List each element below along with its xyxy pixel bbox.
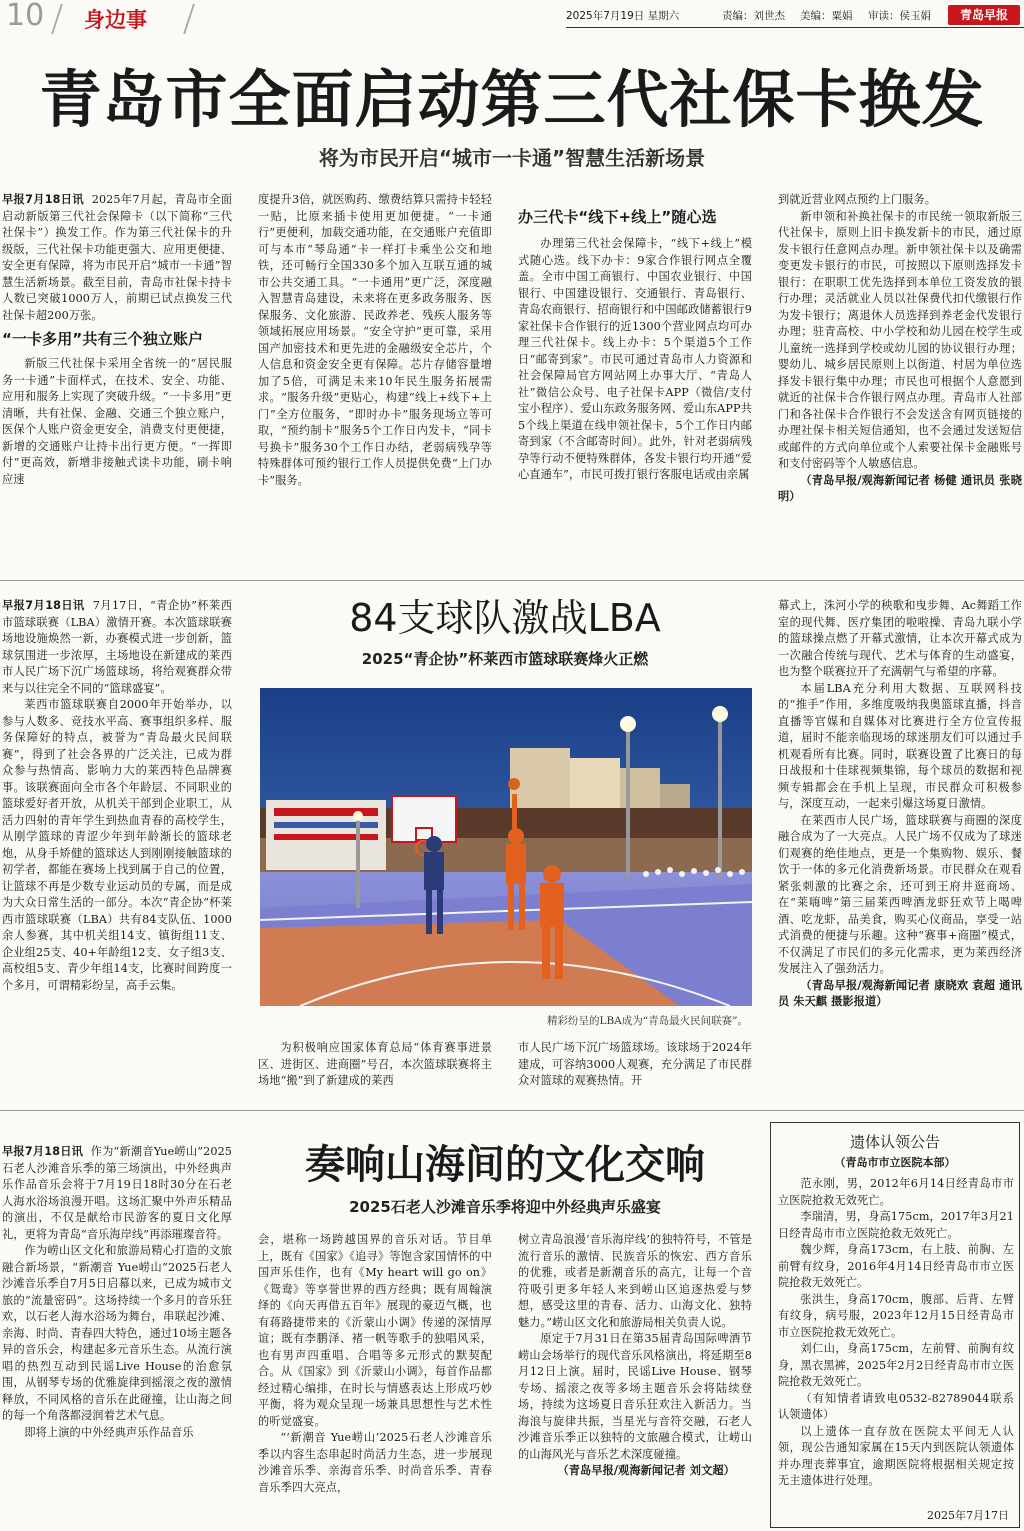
notice-body — [778, 1176, 1014, 1506]
story2-p3: 为积极响应国家体育总局“体育赛事进景区、进街区、进商圈”号召，本次篮球联赛将主场地“搬”到了新建成的莱西 — [258, 1041, 492, 1087]
story3-p6: 树立青岛浪漫‘音乐海岸线’的独特符号，不管是流行音乐的激情、民族音乐的恢宏、西方音乐的优雅，或者是新潮音乐的高亢，让每一个音符吸引更多年轻人来到崂山区追逐热爱与梦想，感受这里的青春、活力、山海文化、独特魅力。”崂山区文化和旅游局相关负责人说。 — [518, 1233, 752, 1329]
story1-credit: （青岛早报/观海新闻记者 杨健 通讯员 张晓明） — [778, 473, 1022, 503]
story1-p2: 新版三代社保卡采用全省统一的“居民服务一卡通”卡面样式，在技术、安全、功能、应用和服务上实现了突破升级。“一卡多用”更清晰，共有社保、金融、交通三个独立账户，医保个人账户资金更安全，消费支付更便捷，新增的交通账户让持卡出行更方便。“一挥即付”更高效，新增非接触式读卡功能，刷卡响应速 — [2, 357, 232, 486]
divider-2 — [0, 1110, 1024, 1111]
story2-p1: 7月17日，“青企协”杯莱西市篮球联赛（LBA）激情开赛。本次篮球联赛场地设施焕然一新，办赛模式进一步创新，篮球氛围进一步浓厚，主场地设在新建成的莱西市人民广场下沉广场篮球场，将给观赛群众带来与以往完全不同的“篮球盛宴”。 — [2, 599, 232, 695]
brand-logo: 青岛早报 — [948, 5, 1020, 25]
story1-col2 — [258, 192, 492, 548]
story3-p2: 作为崂山区文化和旅游局精心打造的文旅融合新场景，“新潮音 Yue崂山”2025石老人沙滩音乐季自7月5日启幕以来，已成为城市文旅的“流量密码”。这场持续一个多月的音乐狂欢，以石老人海水浴场为舞台，串联起沙滩、亲海、时尚、青春四大特色，通过10场主题各异的音乐会，构建起多元音乐生态。从流行演唱的热烈互动到民谣Live House的治愈氛围，从钢琴专场的优雅旋律到摇滚之夜的激情释放，不同风格的音乐在此碰撞，让山海之间的每一个角落都浸润着艺术气息。 — [2, 1244, 232, 1422]
notice-contact: （有知情者请致电0532-82789044联系认领遗体） — [778, 1391, 1014, 1421]
notice-item-4: 张洪生，身高170cm，腹部、后背、左臂有纹身，病号服，2023年12月15日经青岛市市立医院抢救无效死亡。 — [778, 1292, 1014, 1339]
story2-col2 — [258, 1040, 492, 1090]
story2-p6: 本届LBA充分利用大数据、互联网科技的“推手”作用，多维度吸纳我奥篮球直播，抖音直播等官媒和自媒体对比赛进行全方位宣传报道，届时不能亲临现场的球迷朋友们可以通过手机观看所有比赛。同时，联赛设置了比赛日的每日战报和十佳球视频集锦，每个球员的数据和视频专辑都会在手机上呈现，市民群众可积极参与，深度互动，一起来引爆这场夏日激情。 — [778, 681, 1022, 810]
basketball-scene-image — [260, 688, 752, 1006]
photo-caption: 精彩纷呈的LBA成为“青岛最火民间联赛”。 — [546, 1015, 748, 1027]
story1-p4: 办理第三代社会保障卡，“线下+线上”模式随心选。线下办卡：9家合作银行网点全覆盖。全市中国工商银行、中国农业银行、中国银行、中国建设银行、交通银行、青岛银行、青岛农商银行、招商银行和中国邮政储蓄银行9家社保卡合作银行的近1300个营业网点均可办理三代社保卡。线上办卡：5个渠道5个工作日“邮寄到家”。市民可通过青岛市人力资源和社会保障局官方网站网上办事大厅、“青岛人社”微信公众号、电子社保卡APP（微信/支付宝小程序）、爱山东政务服务网、爱山东APP共5个线上渠道在线申领社保卡，5个工作日内邮寄到家（不含邮寄时间）。此外，针对老弱病残孕等行动不便特殊群体，各发卡银行均开通“爱心直通车”，市民可拨打银行客服电话或由亲属 — [518, 237, 752, 481]
story1-lead: 早报7月18日讯 — [2, 193, 84, 206]
story1-col1 — [2, 192, 232, 548]
headline-1: 青岛市全面启动第三代社保卡换发 — [39, 63, 985, 136]
story2-credit: （青岛早报/观海新闻记者 康晓欢 袁超 通讯员 朱天麒 摄影报道） — [778, 978, 1022, 1008]
story2-col3 — [518, 1040, 752, 1090]
header-slash-2 — [183, 4, 195, 34]
subhead-3: 2025石老人沙滩音乐季将迎中外经典声乐盛宴 — [349, 1198, 661, 1216]
page-number: 10 — [6, 0, 45, 33]
basketball-photo — [260, 688, 752, 1006]
story1-col4 — [778, 192, 1022, 548]
notice-item-1: 范永刚，男，2012年6月14日经青岛市市立医院抢救无效死亡。 — [778, 1177, 1014, 1207]
notice-item-5: 刘仁山，身高175cm，左前臂、前胸有纹身，黑衣黑裤，2025年2月2日经青岛市市立医院抢救无效死亡。 — [778, 1342, 1014, 1388]
story2-p7: 在莱西市人民广场，篮球联赛与商圈的深度融合成为了一大亮点。人民广场不仅成为了球迷们观赛的绝佳地点，更是一个集购物、娱乐、餐饮于一体的多元化消费新场景。市民群众在观看紧张刺激的比赛之余，还可到王府井逛商场、在“莱嗨啤”第三届莱西啤酒龙虾狂欢节上喝啤酒、吃龙虾，品美食，购买心仪商品，享受一站式消费的便捷与乐趣。这种“赛事+商圈”模式，不仅满足了市民们的多元化需求，更为莱西经济发展注入了强劲活力。 — [778, 813, 1022, 975]
story3-p7: 原定于7月31日在第35届青岛国际啤酒节崂山会场举行的现代音乐风格演出，将延期至8月12日上演。届时，民谣Live House、钢琴专场、摇滚之夜等多场主题音乐会将陆续登场，持续为这场夏日音乐狂欢注入新活力。当海浪与旋律共振，当星光与音符交融，石老人沙滩音乐季正以独特的文旅融合模式，让崂山的山海风光与音乐艺术深度碰撞。 — [518, 1332, 752, 1461]
divider-1 — [0, 580, 1024, 581]
headline-3: 奏响山海间的文化交响 — [305, 1142, 705, 1188]
story1-p5: 到就近营业网点预约上门服务。 — [778, 193, 937, 206]
notice-title: 遗体认领公告 — [849, 1133, 940, 1151]
story1-subtitle-1: “一卡多用”共有三个独立账户 — [2, 330, 204, 348]
story2-col1 — [2, 598, 232, 1092]
story2-lead: 早报7月18日讯 — [2, 599, 85, 612]
subhead-1: 将为市民开启“城市一卡通”智慧生活新场景 — [318, 146, 706, 170]
header-slash — [51, 4, 63, 34]
subhead-2: 2025“青企协”杯莱西市篮球联赛烽火正燃 — [361, 650, 649, 668]
notice-box — [770, 1122, 1020, 1528]
story2-p2: 莱西市篮球联赛自2000年开始举办，以参与人数多、竞技水平高、赛事组织多样、服务保障好的特点，被誉为“青岛最火民间联赛”，得到了社会各界的广泛关注，已成为群众参与热情高、影响力大的莱西特色品牌赛事。该联赛面向全市各个年龄层、不同职业的篮球爱好者开放，从机关干部到企业职工，从活力四射的青年学生到热血青春的高校学生，从刚学篮球的青涩少年到年龄渐长的篮球老炮，从身手矫健的篮球达人到刚刚接触篮球的初学者，都能在赛场上找到属于自己的位置，让篮球不再是少数专业运动员的专属，而是成为大众日常生活的一部分。本次“青企协”杯莱西市篮球联赛（LBA）共有84支队伍、1000余人参赛，其中机关组14支、镇街组11支、企业组25支、40+年龄组12支、女子组3支、高校组5支、青少年组14支，比赛时间跨度一个多月，可谓精彩纷呈，高手云集。 — [2, 698, 232, 992]
story1-p6: 新申领和补换社保卡的市民统一领取新版三代社保卡，原则上旧卡换发新卡的市民，通过原发卡银行任意网点办理。新申领社保卡以及确需变更发卡银行的市民，可按照以下原则选择发卡银行：在职职工优先选择到本单位工资发放的银行办理；灵活就业人员以社保费代扣代缴银行作为发卡银行；离退休人员选择到养老金代发银行办理；驻青高校、中小学校和幼儿园在校学生或儿童统一选择到学校或幼儿园的协议银行办理；婴幼儿、城乡居民原则上以街道、村居为单位选择发卡银行集中办理；市民也可根据个人意愿到就近的社保卡合作银行网点办理。青岛市人社部门和各社保卡合作银行不会发送含有网页链接的办理社保卡相关短信通知，也不会通过发送短信或邮件的方式向单位或个人索要社保卡金融账号和支付密码等个人敏感信息。 — [778, 209, 1022, 470]
story3-p3: 即将上演的中外经典声乐作品音乐 — [24, 1425, 194, 1439]
story2-p5: 幕式上，洙河小学的秧歌和曳步舞、Ac舞蹈工作室的现代舞、医疗集团的啦啦操、青岛九联小学的篮球操点燃了开幕式激情，让本次开幕式成为一次融合传统与现代、艺术与体育的生动盛宴，也为整个联赛拉开了充满朝气与希望的序幕。 — [778, 599, 1022, 678]
header-designer: 美编：粟娟 — [800, 10, 853, 22]
story3-col1 — [2, 1144, 232, 1530]
story3-col2 — [258, 1232, 492, 1530]
notice-item-2: 李瑞清，男，身高175cm，2017年3月21日经青岛市市立医院抢救无效死亡。 — [778, 1210, 1014, 1240]
story3-col3 — [518, 1232, 752, 1530]
story1-p1: 2025年7月起，青岛市全面启动新版第三代社会保障卡（以下简称“三代社保卡”）换发工作。作为第三代社保卡的升级版，三代社保卡功能更强大、应用更便捷、安全更有保障，将为市民开启“城市一卡通”智慧生活新场景。截至目前，青岛市社保卡持卡人数已突破1000万人，前期已试点换发三代社保卡超200万张。 — [2, 193, 232, 322]
story1-col3 — [518, 192, 752, 548]
story1-p3: 度提升3倍，就医购药、缴费结算只需持卡轻轻一贴，比原来插卡使用更加便捷。“一卡通行”更便利，加载交通功能，在交通账户充值即可与本市“琴岛通”卡一样打卡乘坐公交和地铁，还可畅行全国330多个加入互联互通的城市公共交通工具。“一卡通用”更广泛，深度融入智慧青岛建设，未来将在更多政务服务、医保服务、文化旅游、民政养老、残疾人服务等领域拓展应用场景。“安全守护”更可靠，采用国产加密技术和更先进的金融级安全芯片，个人信息和资金安全更有保障。芯片存储容量增加了5倍，可满足未来10年民生服务拓展需求。“服务升级”更贴心，构建“线上+线下+上门”全方位服务，“即时办卡”服务现场立等可取，“预约制卡”服务5个工作日内发卡，“同卡号换卡”服务30个工作日办结，老弱病残孕等特殊群体可预约银行工作人员提供免费“上门办卡”服务。 — [258, 193, 492, 487]
story3-p5: “‘新潮音 Yue崂山’2025石老人沙滩音乐季以内容生态串起时尚活力生态，进一步展现沙滩音乐季、亲海音乐季、时尚音乐季、青春音乐季四大亮点， — [258, 1431, 492, 1494]
story3-p4: 会，堪称一场跨越国界的音乐对话。节目单上，既有《国家》《追寻》等饱含家国情怀的中国声乐佳作，也有《My heart will go on》《鸳鸯》等享誉世界的西方经典；既有周翰演绎的《向天再借五百年》展现的豪迈气概，也有蒋路捷带来的《沂蒙山小调》传递的深情厚谊；既有李鹏泽、褚一帆等歌手的独唱风采，也有男声四重唱、合唱等多元形式的默契配合。从《国家》到《沂蒙山小调》，每首作品都经过精心编排，在时长与情感表达上形成巧妙平衡，将为观众呈现一场兼具思想性与艺术性的听觉盛宴。 — [258, 1233, 492, 1428]
story1-subtitle-2: 办三代卡“线下+线上”随心选 — [518, 208, 717, 226]
notice-date: 2025年7月17日 — [927, 1509, 1009, 1522]
notice-issuer: （青岛市市立医院本部） — [834, 1156, 956, 1169]
story3-lead: 早报7月18日讯 — [2, 1145, 84, 1158]
headline-2: 84支球队激战LBA — [349, 596, 661, 640]
header-rule — [566, 27, 1024, 28]
notice-statement: 以上遗体一直存放在医院太平间无人认领，现公告通知家属在15天内到医院认领遗体并办理丧葬事宜，逾期医院将根据相关规定按无主遗体进行处理。 — [778, 1424, 1014, 1487]
notice-item-3: 魏少辉，身高173cm，右上肢、前胸、左前臂有纹身，2016年4月14日经青岛市市立医院抢救无效死亡。 — [778, 1243, 1014, 1289]
header-editor: 责编：刘世杰 — [722, 10, 785, 22]
story2-col4 — [778, 598, 1022, 1092]
story3-p1: 作为“新潮音Yue崂山”2025石老人沙滩音乐季的第三场演出，中外经典声乐作品音乐会将于7月19日18时30分在石老人海水浴场浪漫开唱。这场汇聚中外声乐精品的演出，不仅是献给市民游客的夏日文化厚礼，更将为青岛“音乐海岸线”再添璀璨音符。 — [2, 1145, 232, 1241]
section-title: 身边事 — [84, 8, 147, 32]
header-proof: 审读：侯玉娟 — [868, 10, 931, 22]
story2-p4: 市人民广场下沉广场篮球场。该球场于2024年建成，可容纳3000人观赛，充分满足了市民群众对篮球的观赛热情。开 — [518, 1041, 752, 1087]
story3-credit: （青岛早报/观海新闻记者 刘文超） — [557, 1464, 735, 1477]
header-date: 2025年7月19日 星期六 — [566, 10, 680, 22]
